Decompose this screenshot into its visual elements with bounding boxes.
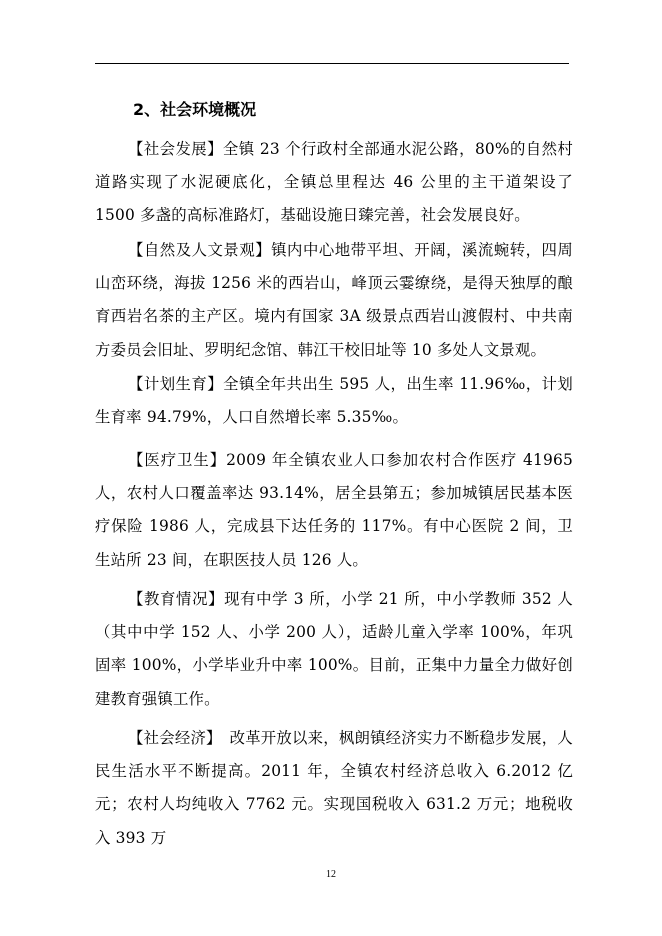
paragraph-social-development (95, 133, 573, 233)
paragraph-text: 现有中学 3 所，小学 21 所，中小学教师 352 人（其中中学 152 人、小学 200 人），适龄儿童入学率 100%，年巩固率 100%，小学毕业升中率 100%。目前，正集中力量全力做好创建教育强镇工作。 (95, 590, 573, 708)
paragraph-education (95, 583, 573, 716)
paragraph-tag: 【社会发展】 (128, 140, 223, 158)
paragraph-natural-cultural-landscape (95, 234, 573, 367)
paragraph-family-planning (95, 368, 573, 434)
paragraph-text: 全镇 23 个行政村全部通水泥公路，80%的自然村道路实现了水泥硬底化，全镇总里程达 46 公里的主干道架设了 1500 多盏的高标准路灯，基础设施日臻完善，社会发展良好。 (95, 140, 574, 225)
paragraph-tag: 【计划生育】 (128, 375, 224, 393)
paragraph-tag: 【教育情况】 (128, 590, 225, 608)
paragraph-tag: 【自然及人文景观】 (128, 241, 272, 259)
paragraph-social-economy (95, 722, 573, 855)
section-heading: 2、社会环境概况 (133, 100, 257, 119)
paragraph-text: 2009 年全镇农业人口参加农村合作医疗 41965 人，农村人口覆盖率达 93.14%，居全县第五；参加城镇居民基本医疗保险 1986 人，完成县下达任务的 117%。有中心医院 2 间，卫生站所 23 间，在职医技人员 126 人。 (95, 451, 573, 569)
paragraph-text: 改革开放以来，枫朗镇经济实力不断稳步发展，人民生活水平不断提高。2011 年，全镇农村经济总收入 6.2012 亿元；农村人均纯收入 7762 元。实现国税收入 631.2 万元；地税收入 393 万 (95, 729, 573, 847)
paragraph-medical-health (95, 444, 573, 577)
paragraph-text: 全镇全年共出生 595 人，出生率 11.96‰，计划生育率 94.79%，人口自然增长率 5.35‰。 (95, 375, 573, 427)
paragraph-text: 镇内中心地带平坦、开阔，溪流蜿转，四周山峦环绕，海拔 1256 米的西岩山，峰顶云霎缭绕，是得天独厚的酿育西岩名茶的主产区。境内有国家 3A 级景点西岩山渡假村、中共南方委员会旧址、罗明纪念馆、韩江干校旧址等 10 多处人文景观。 (95, 241, 573, 359)
paragraph-tag: 【医疗卫生】 (128, 451, 227, 469)
header-rule (95, 63, 569, 64)
paragraph-tag: 【社会经济】 (128, 729, 214, 747)
page-number: 12 (326, 869, 336, 880)
